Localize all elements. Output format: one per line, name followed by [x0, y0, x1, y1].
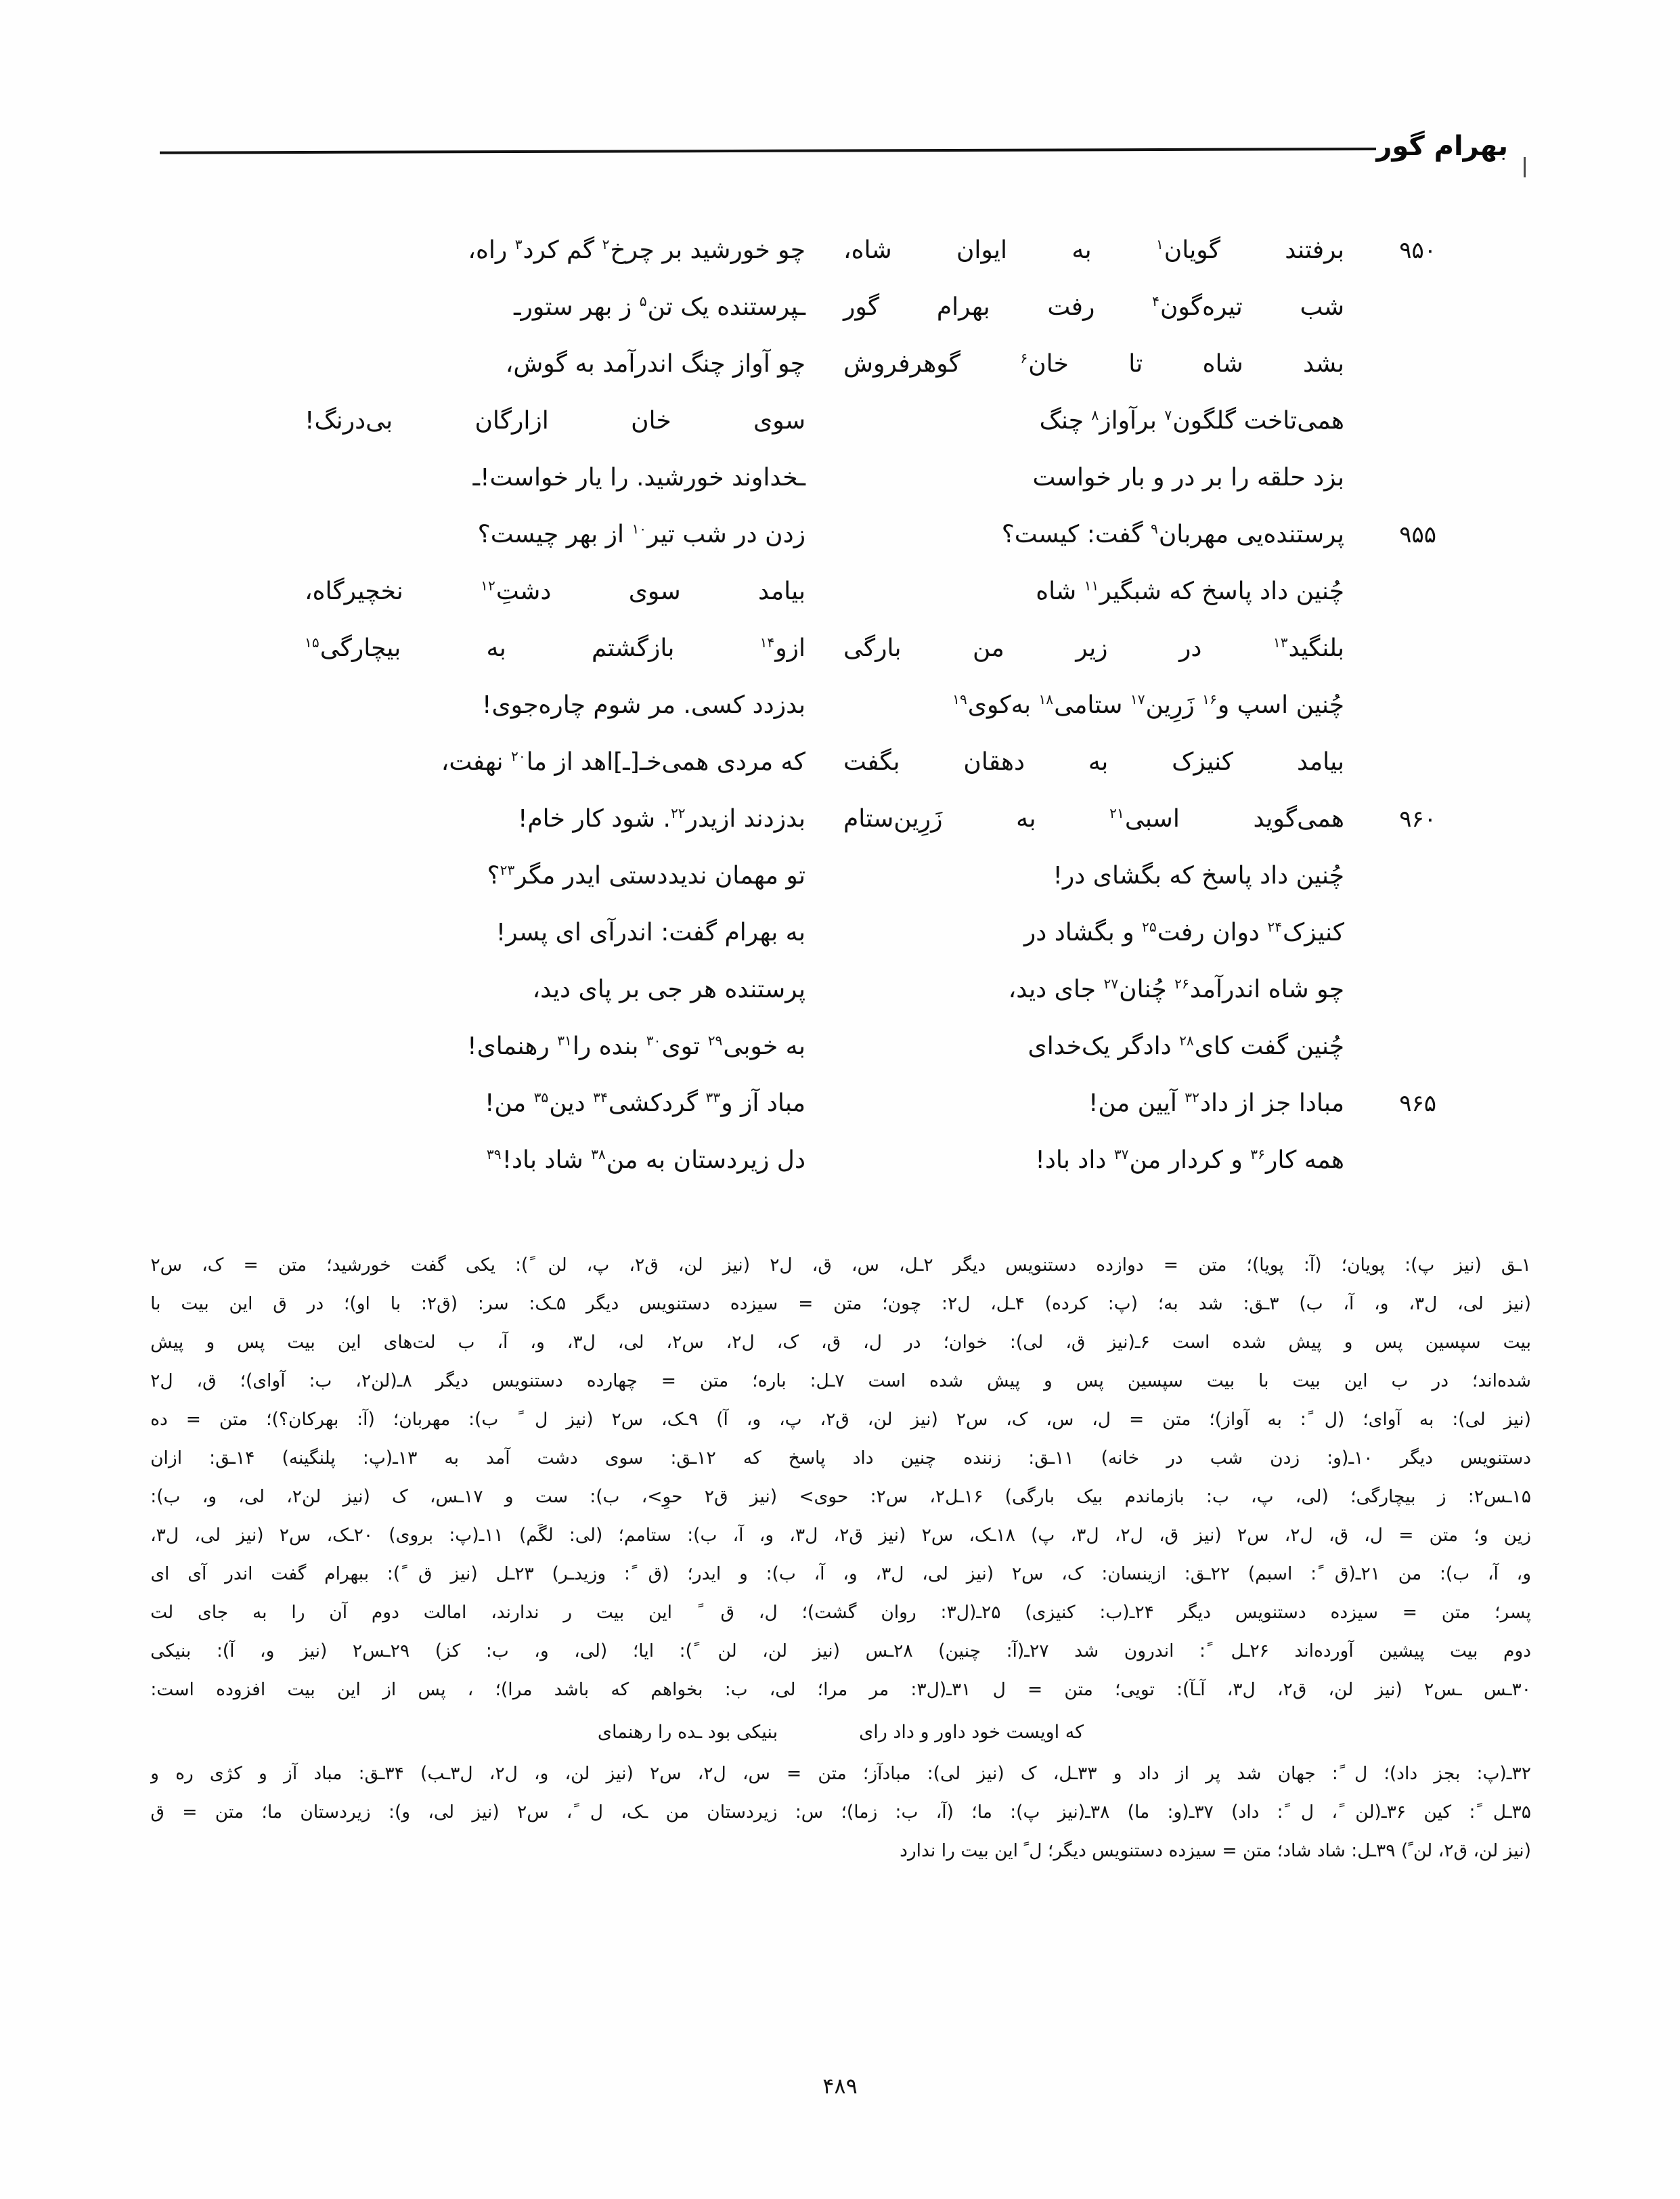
- hemistich-second: چو آواز چنگ اندرآمد به گوش،: [505, 350, 805, 378]
- hemistich-first: چُنین اسپ و$^{۱۶}$ زَرِین$^{۱۷}$ ستامی$^{۱۸}$ به‌کوی$^{۱۹}$: [952, 691, 1344, 719]
- verse-number: ۹۵۰: [1399, 237, 1436, 264]
- verse-row: [238, 580, 1436, 636]
- footnote-line: (نیز لی): به آوای؛ (ل ً: به آواز)؛ متن = ل، س، ک، س۲ (نیز لن، ق۲، پ، و، آ) ۹ـک، س۲ (نیز ل ب): مهربان؛ (آ: بهرکان؟)؛ متن = ده: [150, 1409, 1531, 1430]
- hemistich-second: ازو$^{۱۴}$ بازگشتم به بیچارگی$^{۱۵}$: [305, 634, 805, 662]
- hemistich-first: بزد حلقه را بر در و بار خواست: [1032, 464, 1344, 492]
- hemistich-second: چو خورشید بر چرخ$^۲$ گم کرد$^۳$ راه،: [468, 236, 805, 264]
- footnote-line: دوم بیت پیشین آورده‌اند ۲۶ـل ً: اندرون شد ۲۷ـ(آ: چنین) ۲۸ـس (نیز لن، لن ً): ایا؛ (لی، و، ب: کز) ۲۹ـس۲ (نیز و، آ): بنیکی: [150, 1640, 1531, 1661]
- footnote-line: ۱ـق (نیز پ): پویان؛ (آ: پویا)؛ متن = دوازده دستنویس دیگر ۲ـل، س، ق، ل۲ (نیز لن، ق۲، پ، لن ً): یکی گفت خورشید؛ متن = ک، س۲: [150, 1255, 1531, 1276]
- verse-row: [238, 1148, 1436, 1205]
- hemistich-second: سوی خان ازارگان بی‌درنگ!: [305, 407, 805, 435]
- hemistich-first: همی‌تاخت گلگون$^۷$ برآواز$^۸$ چنگ: [1039, 407, 1344, 435]
- hemistich-second: به بهرام گفت: اندرآی ای پسر!: [495, 919, 805, 946]
- hemistich-second: بدزدد کسی. مر شوم چاره‌جوی!: [482, 691, 805, 719]
- verse-row: [238, 466, 1436, 523]
- footnote-line: ۱۵ـس۲: ز بیچارگی؛ (لی، پ، ب: بازماندم بیک بارگی) ۱۶ـل۲، س۲: حوی> (نیز ق۲ حوِ>، ب): ست و ۱۷ـس، ک (نیز لن۲، لی، و، ب):: [150, 1486, 1531, 1507]
- hemistich-first: چو شاه اندرآمد$^{۲۶}$ چُنان$^{۲۷}$ جای دید،: [1008, 976, 1344, 1003]
- verse-row: [238, 807, 1436, 864]
- hemistich-first: بشد شاه تا خان$^۶$ گوهرفروش: [843, 350, 1344, 378]
- page-number: ۴۸۹: [822, 2073, 858, 2099]
- verse-row: [238, 864, 1436, 921]
- footnote-line: ۳۵ـل ً: کین ۳۶ـ(لن ً، ل ً: داد) ۳۷ـ(و: ما) ۳۸ـ(نیز پ): ما؛ (آ، ب: زما)؛ س: زیردستان من ـک، ل ً، س۲ (نیز لی، و): زیردستان ما؛ متن = ق: [150, 1802, 1531, 1823]
- footnote-line: ۳۰ـس ـس۲ (نیز لن، ق۲، ل۳، آـآ): تویی؛ متن = ل ۳۱ـ(ل۳: مر مرا؛ لی، ب: بخواهم که باشد مرا)؛ ، پس از این بیت افزوده است:: [150, 1679, 1531, 1700]
- hemistich-second: بیامد سوی دشتِ$^{۱۲}$ نخچیرگاه،: [305, 578, 805, 605]
- verse-row: [238, 921, 1436, 978]
- verse-row: [238, 636, 1436, 693]
- header-divider-rule: [160, 148, 1376, 154]
- verse-row: [238, 978, 1436, 1035]
- hemistich-first: کنیزک$^{۲۴}$ دوان رفت$^{۲۵}$ و بگشاد در: [1023, 919, 1344, 946]
- verse-number: ۹۶۰: [1399, 806, 1436, 833]
- footnote-line: (نیز لی، ل۳، و، آ، ب) ۳ـق: شد به؛ (پ: کرده) ۴ـل، ل۲: چون؛ متن = سیزده دستنویس دیگر ۵ـک: سر: (ق۲: با او)؛ در ق این بیت با: [150, 1293, 1531, 1314]
- hemistich-first: چُنین داد پاسخ که شبگیر$^{۱۱}$ شاه: [1036, 578, 1344, 605]
- hemistich-first: بیامد کنیزک به دهقان بگفت: [843, 748, 1344, 776]
- footnote-inset-verse: [150, 1709, 1531, 1754]
- verse-row: [238, 693, 1436, 750]
- footnote-line: پسر؛ متن = سیزده دستنویس دیگر ۲۴ـ(ب: کنیزی) ۲۵ـ(ل۳: روان گشت)؛ ل، ق این بیت ر ندارند، امالت دوم آن را به جای لت: [150, 1602, 1531, 1623]
- footnote-line: ۳۲ـ(پ: بجز داد)؛ ل ً: جهان شد پر از داد و ۳۳ـل، ک (نیز لی): مبادآز؛ متن = س، ل۲، س۲ (نیز لن، و، ل۲، ل۳ـب) ۳۴ـق: مباد آز و کژی ره و: [150, 1763, 1531, 1784]
- hemistich-first: چُنین گفت کای$^{۲۸}$ دادگر یک‌خدای: [1027, 1032, 1344, 1060]
- footnote-line: (نیز لن، ق۲، لن ً) ۳۹ـل: شاد شاد؛ متن = سیزده دستنویس دیگر؛ ل ً این بیت را ندارد: [900, 1840, 1531, 1861]
- chapter-title: بهرام گور: [1376, 131, 1508, 162]
- hemistich-first: همه کار$^{۳۶}$ و کردار من$^{۳۷}$ داد باد!: [1035, 1146, 1344, 1174]
- footnote-inset-hemistich: بنیکی بود ـده را رهنمای: [597, 1722, 778, 1743]
- hemistich-first: همی‌گوید اسبی$^{۲۱}$ به زَرِین‌ستام: [843, 805, 1344, 833]
- verse-row: [238, 295, 1436, 352]
- footnote-line: و، آ، ب): من ۲۱ـ(ق ً: اسبم) ۲۲ـق: ازینسان: ک، س۲ (نیز لی، ل۳، و، آ، ب): و ایدر؛ (ق ً: وزیدـر) ۲۳ـل (نیز ق ً): ببهرام گفت اندر آی ای: [150, 1563, 1531, 1584]
- footnote-line: بیت سپسین پس و پیش شده است ۶ـ(نیز ق، لی): خوان؛ در ل، ق، ک، ل۲، س۲، لی، ل۳، و، آ، ب لت‌های این بیت پس و پیش: [150, 1332, 1531, 1353]
- verse-number: ۹۵۵: [1399, 521, 1436, 548]
- hemistich-second: مباد آز و$^{۳۳}$ گردکشی$^{۳۴}$ دین$^{۳۵}$ من!: [485, 1089, 805, 1117]
- running-header-title-wrap: [1376, 133, 1508, 160]
- hemistich-second: به خوبی$^{۲۹}$ توی$^{۳۰}$ بنده را$^{۳۱}$ رهنمای!: [467, 1032, 805, 1060]
- footnote-line: شده‌اند؛ در ب این بیت با بیت سپسین پس و پیش شده است ۷ـل: باره؛ متن = چهارده دستنویس دیگر ۸ـ(لن۲، ب: آوای)؛ ق، ل۲: [150, 1370, 1531, 1391]
- hemistich-second: زدن در شب تیر$^{۱۰}$ از بهر چیست؟: [477, 521, 805, 548]
- running-header: [160, 133, 1508, 160]
- hemistich-first: برفتند گویان$^۱$ به ایوان شاه،: [843, 236, 1344, 264]
- verse-row: [238, 238, 1436, 295]
- verse-block: [238, 238, 1436, 1205]
- hemistich-second: تو مهمان ندیددستی ایدر مگر$^{۲۳}$؟: [487, 862, 805, 890]
- hemistich-second: ـخداوند خورشید. را یار خواست!ـ: [472, 464, 805, 492]
- verse-row: [238, 1032, 1436, 1091]
- hemistich-second: که مردی همی‌خـ[ـ]اهد از ما$^{۲۰}$ نهفت،: [441, 748, 805, 776]
- hemistich-second: بدزدند ازیدر$^{۲۲}$. شود کار خام!: [517, 805, 805, 833]
- footnote-apparatus: [150, 1246, 1531, 1870]
- footnote-line: دستنویس دیگر ۱۰ـ(و: زدن شب در خانه) ۱۱ـق: زننده چنین داد پاسخ که ۱۲ـق: سوی دشت آمد به ۱۳ـ(پ: پلنگینه) ۱۴ـق: ازان: [150, 1447, 1531, 1468]
- hemistich-first: شب تیره‌گون$^۴$ رفت بهرام گور: [843, 293, 1344, 321]
- hemistich-first: چُنین داد پاسخ که بگشای در!: [1053, 862, 1344, 890]
- footnote-line: زین و؛ متن = ل، ق، ل۲، س۲ (نیز ق، ل۲، ل۳، پ) ۱۸ـک، س۲ (نیز ق۲، ل۳، و، آ، ب): ستامم؛ (لی: لگَم) ۱۱ـ(پ: بروی) ۲۰ـک، س۲ (نیز لی، ل۳،: [150, 1525, 1531, 1546]
- hemistich-second: ـپرستنده یک تن$^۵$ ز بهر ستورـ: [513, 293, 805, 321]
- verse-row: [238, 750, 1436, 807]
- hemistich-second: پرستنده هر جی بر پای دید،: [532, 976, 805, 1003]
- verse-row: [238, 409, 1436, 466]
- verse-row: [238, 352, 1436, 409]
- verse-number: ۹۶۵: [1399, 1090, 1436, 1117]
- verse-row: [238, 523, 1436, 580]
- margin-tick-mark: [1524, 157, 1526, 177]
- hemistich-first: مبادا جز از داد$^{۳۲}$ آیین من!: [1088, 1089, 1344, 1117]
- hemistich-first: بلنگید$^{۱۳}$ در زیر من بارگی: [843, 634, 1344, 662]
- hemistich-second: دل زیردستان به من$^{۳۸}$ شاد باد!$^{۳۹}$: [486, 1146, 805, 1174]
- footnote-inset-hemistich: که اویست خود داور و داد رای: [859, 1722, 1084, 1743]
- verse-row: [238, 1091, 1436, 1148]
- hemistich-first: پرستنده‌یی مهربان$^۹$ گفت: کیست؟: [1001, 521, 1344, 548]
